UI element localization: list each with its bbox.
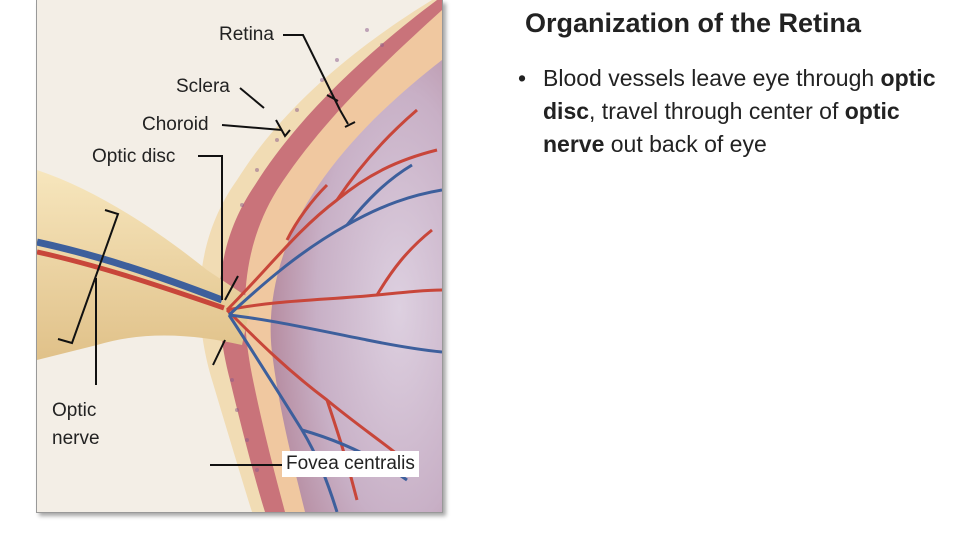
- sclera-label: Sclera: [176, 76, 230, 97]
- optic-disc-label: Optic disc: [92, 146, 176, 167]
- bullet-text-bold-optic-disc: optic disc: [543, 65, 936, 124]
- bullet-text-part: , travel through center of: [589, 98, 845, 124]
- optic-nerve-label-line1: Optic: [52, 400, 97, 421]
- bullet-point: [518, 62, 938, 161]
- bullet-marker: •: [518, 65, 527, 91]
- bullet-text-part: out back of eye: [604, 131, 767, 157]
- retina-label: Retina: [219, 24, 274, 45]
- optic-nerve-label-line2: nerve: [52, 428, 100, 449]
- choroid-label: Choroid: [142, 114, 209, 135]
- slide-title: Organization of the Retina: [525, 8, 862, 38]
- bullet-text-part: Blood vessels leave eye through: [543, 65, 881, 91]
- bullet-text: [518, 62, 938, 161]
- fovea-centralis-label: Fovea centralis: [282, 451, 419, 477]
- bullet-text-bold-optic-nerve: optic nerve: [543, 98, 900, 157]
